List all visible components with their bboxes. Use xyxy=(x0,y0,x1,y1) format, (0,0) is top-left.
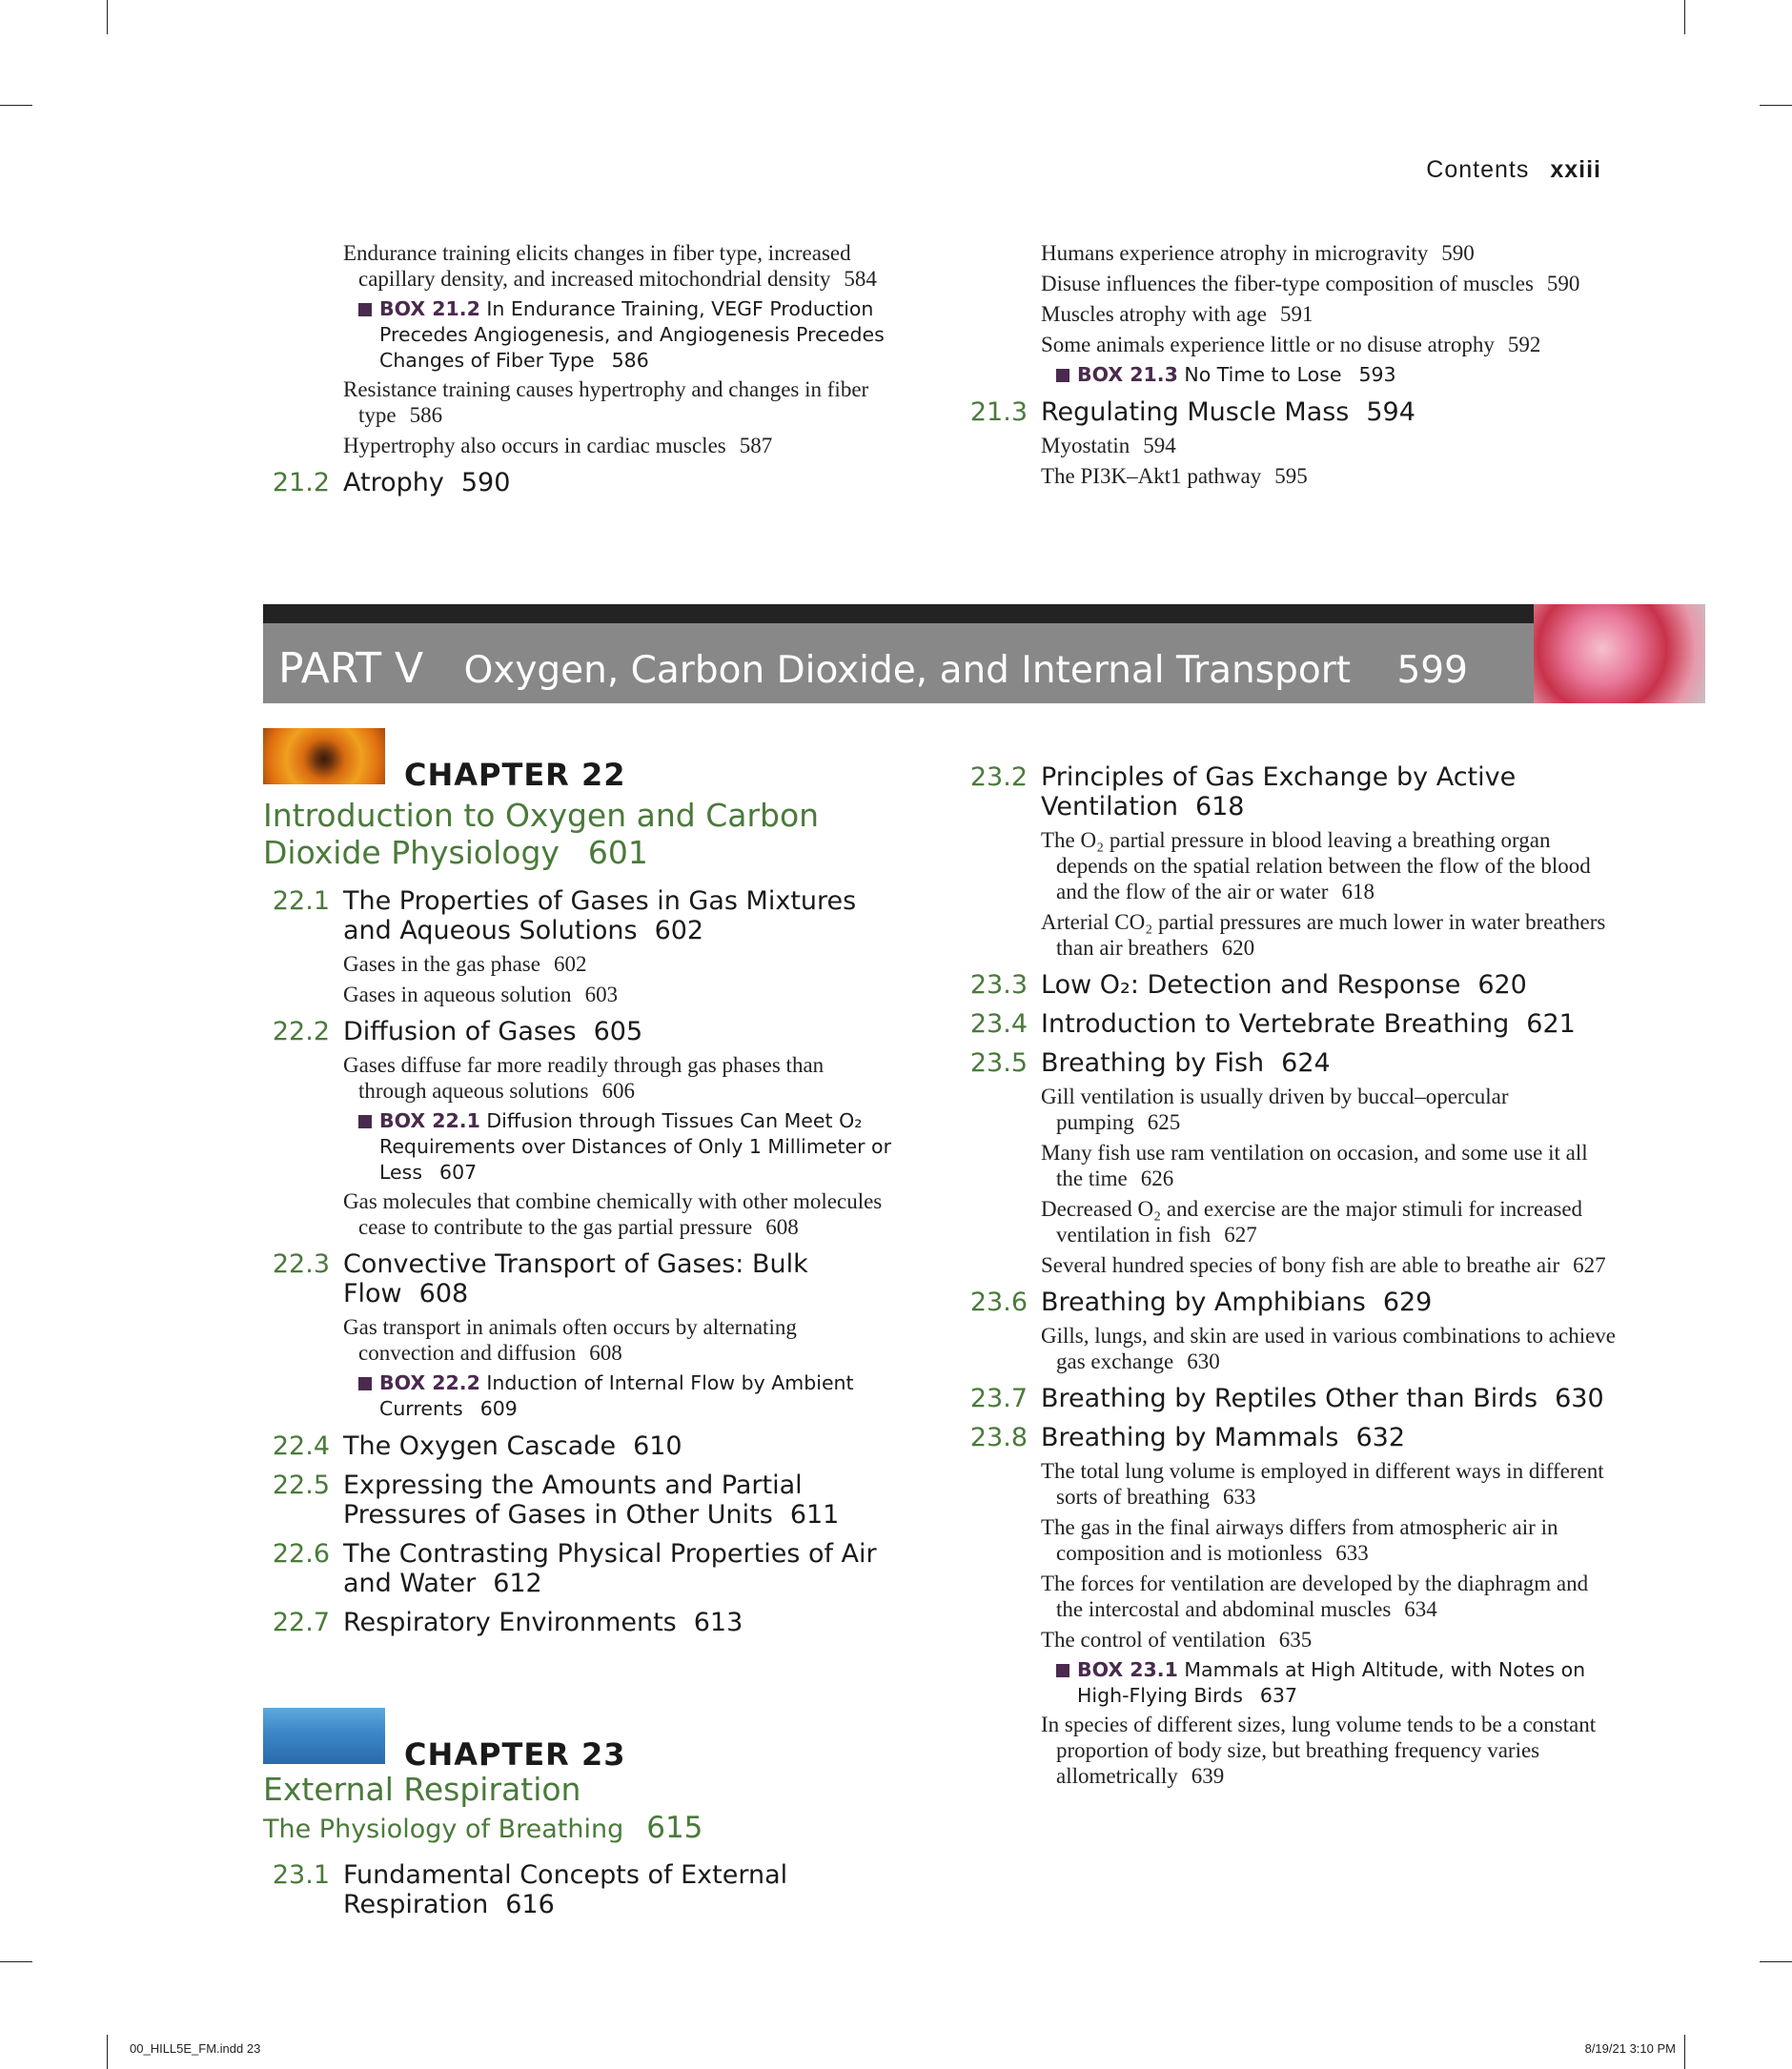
toc-subentry xyxy=(961,1458,1619,1510)
entry-page-number: 634 xyxy=(1404,1597,1437,1621)
entry-page-number: 630 xyxy=(1187,1349,1220,1373)
entry-text: The PI3K–Akt1 pathway xyxy=(1041,464,1262,488)
toc-subentry xyxy=(263,433,892,458)
entry-text: Diffusion of Gases xyxy=(343,1017,577,1046)
entry-text: Gases diffuse far more readily through gas phases than through aqueous solutions xyxy=(343,1053,825,1103)
section-number: 22.2 xyxy=(272,1017,330,1046)
entry-page-number: 637 xyxy=(1259,1684,1298,1707)
chapter-23-left-entries xyxy=(263,1851,892,1925)
toc-subentry xyxy=(263,240,892,292)
box-label: BOX 22.2 xyxy=(379,1371,480,1394)
entry-page-number: 624 xyxy=(1281,1048,1331,1078)
entry-page-number: 618 xyxy=(1194,792,1245,822)
entry-text: Arterial CO₂ partial pressures are much lower in water breathers than air breathers xyxy=(1041,910,1606,960)
entry-page-number: 633 xyxy=(1222,1485,1256,1509)
entry-text: The Contrasting Physical Properties of Air and Water xyxy=(343,1539,877,1598)
toc-subentry xyxy=(961,332,1609,357)
entry-text: The total lung volume is employed in different ways in different sorts of breathing xyxy=(1041,1459,1604,1509)
section-number: 21.2 xyxy=(272,468,330,497)
entry-page-number: 639 xyxy=(1191,1764,1225,1788)
entry-page-number: 592 xyxy=(1507,333,1541,356)
toc-box-entry xyxy=(263,296,892,374)
toc-top-right-column xyxy=(961,238,1609,494)
part-banner-photo xyxy=(1534,604,1705,703)
entry-text: Fundamental Concepts of External Respiration xyxy=(343,1860,788,1919)
entry-text: Resistance training causes hypertrophy and changes in fiber type xyxy=(343,377,869,427)
entry-text: The control of ventilation xyxy=(1041,1628,1266,1652)
toc-subentry xyxy=(263,982,892,1007)
toc-subentry xyxy=(961,1196,1619,1247)
entry-text: Breathing by Reptiles Other than Birds xyxy=(1041,1384,1538,1413)
entry-page-number: 590 xyxy=(1546,272,1580,295)
section-number: 22.7 xyxy=(272,1608,330,1637)
toc-subentry xyxy=(961,271,1609,296)
entry-text: Humans experience atrophy in microgravity xyxy=(1041,241,1429,265)
chapter-23-label: CHAPTER 23 xyxy=(404,1736,626,1773)
entry-text: In species of different sizes, lung volume tends to be a constant proportion of body size, but breathing frequency varies allometrically xyxy=(1041,1713,1597,1788)
entry-page-number: 586 xyxy=(409,403,443,427)
section-number: 21.3 xyxy=(969,397,1028,427)
toc-section-entry xyxy=(961,1288,1619,1317)
entry-text: Muscles atrophy with age xyxy=(1041,302,1267,326)
toc-section-entry xyxy=(263,886,892,945)
box-square-icon xyxy=(358,303,372,316)
toc-subentry xyxy=(263,1188,892,1240)
section-number: 23.8 xyxy=(969,1423,1028,1452)
chapter-22-page: 601 xyxy=(587,834,648,871)
toc-section-entry xyxy=(263,1608,892,1637)
entry-page-number: 635 xyxy=(1278,1628,1313,1652)
toc-section-entry xyxy=(263,1471,892,1530)
entry-page-number: 616 xyxy=(505,1890,555,1919)
entry-text: Breathing by Fish xyxy=(1041,1048,1265,1078)
entry-text: Decreased O₂ and exercise are the major stimuli for increased ventilation in fish xyxy=(1041,1197,1583,1247)
entry-text: Low O₂: Detection and Response xyxy=(1041,970,1461,1000)
toc-subentry xyxy=(961,1514,1619,1566)
toc-subentry xyxy=(961,909,1619,961)
box-label: BOX 21.2 xyxy=(379,297,480,320)
entry-text: Expressing the Amounts and Partial Pressures of Gases in Other Units xyxy=(343,1471,803,1530)
entry-text: In Endurance Training, VEGF Production Precedes Angiogenesis, and Angiogenesis Precedes Changes of Fiber Type xyxy=(379,297,885,372)
running-header xyxy=(1426,156,1601,184)
chapter-23-subtitle xyxy=(263,1811,703,1845)
entry-text: Principles of Gas Exchange by Active Ventilation xyxy=(1041,762,1517,822)
entry-page-number: 620 xyxy=(1477,970,1527,1000)
entry-page-number: 625 xyxy=(1147,1110,1181,1134)
entry-page-number: 602 xyxy=(553,952,587,976)
section-number: 23.6 xyxy=(969,1288,1028,1317)
section-number: 22.3 xyxy=(272,1249,330,1279)
entry-page-number: 633 xyxy=(1335,1541,1369,1565)
entry-page-number: 608 xyxy=(765,1215,799,1239)
toc-subentry xyxy=(263,376,892,428)
toc-subentry xyxy=(961,1140,1619,1191)
entry-text: Breathing by Mammals xyxy=(1041,1423,1339,1452)
toc-subentry xyxy=(961,827,1619,904)
part-banner-stripe xyxy=(263,604,1534,623)
entry-page-number: 605 xyxy=(593,1017,643,1046)
box-square-icon xyxy=(358,1377,372,1390)
toc-section-entry xyxy=(961,762,1619,822)
toc-section-entry xyxy=(961,970,1619,1000)
entry-text: Introduction to Vertebrate Breathing xyxy=(1041,1009,1510,1039)
entry-text: Regulating Muscle Mass xyxy=(1041,397,1350,427)
entry-text: Breathing by Amphibians xyxy=(1041,1288,1366,1317)
section-number: 23.1 xyxy=(272,1860,330,1890)
chapter-23-title: External Respiration xyxy=(263,1771,581,1808)
entry-page-number: 590 xyxy=(460,468,511,497)
entry-page-number: 587 xyxy=(739,434,773,457)
entry-page-number: 608 xyxy=(589,1341,622,1365)
section-number: 22.1 xyxy=(272,886,330,916)
footer-timestamp: 8/19/21 3:10 PM xyxy=(1584,2041,1676,2056)
entry-page-number: 611 xyxy=(789,1500,840,1530)
toc-subentry xyxy=(263,1052,892,1104)
chapter-22-entries xyxy=(263,877,892,1643)
toc-box-entry xyxy=(961,1657,1619,1709)
entry-text: Some animals experience little or no disuse atrophy xyxy=(1041,333,1495,356)
section-number: 23.5 xyxy=(969,1048,1028,1078)
box-label: BOX 22.1 xyxy=(379,1109,480,1132)
crop-mark xyxy=(0,1961,32,1962)
section-number: 23.7 xyxy=(969,1384,1028,1413)
toc-subentry xyxy=(961,433,1609,458)
crop-mark xyxy=(1760,105,1792,106)
entry-page-number: 630 xyxy=(1555,1384,1604,1413)
part-label: PART V xyxy=(278,644,424,693)
entry-page-number: 603 xyxy=(584,983,619,1006)
part-banner xyxy=(263,604,1534,703)
toc-subentry xyxy=(961,301,1609,327)
toc-subentry xyxy=(263,951,892,977)
entry-page-number: 612 xyxy=(493,1569,542,1598)
entry-page-number: 629 xyxy=(1382,1288,1433,1317)
crop-mark xyxy=(1684,2035,1685,2069)
entry-page-number: 609 xyxy=(479,1397,518,1420)
toc-subentry xyxy=(961,1627,1619,1653)
entry-page-number: 591 xyxy=(1279,302,1313,326)
entry-page-number: 602 xyxy=(654,916,704,945)
toc-top-left-column xyxy=(263,238,892,503)
entry-page-number: 621 xyxy=(1526,1009,1576,1039)
toc-section-entry xyxy=(961,1384,1619,1413)
entry-text: Atrophy xyxy=(343,468,444,497)
crop-mark xyxy=(107,2035,108,2069)
toc-section-entry xyxy=(263,1860,892,1919)
entry-page-number: 607 xyxy=(439,1161,478,1184)
chapter-22-title-text: Introduction to Oxygen and Carbon Dioxide Physiology xyxy=(263,797,820,871)
entry-text: Gills, lungs, and skin are used in various combinations to achieve gas exchange xyxy=(1041,1324,1616,1373)
entry-text: Induction of Internal Flow by Ambient Currents xyxy=(379,1371,854,1420)
toc-subentry xyxy=(961,1252,1619,1278)
crop-mark xyxy=(1760,1961,1792,1962)
entry-text: Gas transport in animals often occurs by alternating convection and diffusion xyxy=(343,1315,797,1365)
toc-section-entry xyxy=(263,1539,892,1598)
footer-file: 00_HILL5E_FM.indd 23 xyxy=(130,2041,261,2056)
entry-text: Gases in the gas phase xyxy=(343,952,540,976)
toc-subentry xyxy=(961,1712,1619,1789)
box-square-icon xyxy=(1056,1664,1069,1677)
entry-text: Gases in aqueous solution xyxy=(343,983,572,1006)
toc-subentry xyxy=(961,240,1609,266)
toc-subentry xyxy=(263,1314,892,1366)
toc-section-entry xyxy=(263,1249,892,1308)
section-number: 23.3 xyxy=(969,970,1028,1000)
toc-box-entry xyxy=(263,1108,892,1186)
entry-text: The Oxygen Cascade xyxy=(343,1431,617,1461)
header-label: Contents xyxy=(1426,156,1530,183)
chapter-23-right-entries xyxy=(961,753,1619,1794)
entry-page-number: 595 xyxy=(1274,464,1308,488)
toc-box-entry xyxy=(961,362,1609,388)
entry-text: Respiratory Environments xyxy=(343,1608,677,1637)
header-page-number: xxiii xyxy=(1550,156,1601,183)
part-page: 599 xyxy=(1396,649,1468,692)
chapter-23-subtitle-text: The Physiology of Breathing xyxy=(263,1815,624,1844)
entry-page-number: 627 xyxy=(1573,1253,1606,1277)
toc-section-entry xyxy=(961,397,1609,427)
entry-text: The O₂ partial pressure in blood leaving a breathing organ depends on the spatial relation between the flow of the blood and the flow of the air or water xyxy=(1041,828,1591,903)
toc-section-entry xyxy=(961,1009,1619,1039)
toc-section-entry xyxy=(961,1423,1619,1452)
entry-page-number: 586 xyxy=(611,349,649,372)
entry-text: Mammals at High Altitude, with Notes on High-Flying Birds xyxy=(1077,1658,1586,1707)
entry-text: Gas molecules that combine chemically with other molecules cease to contribute to the gas partial pressure xyxy=(343,1189,883,1239)
section-number: 23.2 xyxy=(969,762,1028,792)
entry-text: No Time to Lose xyxy=(1184,363,1342,386)
part-title: Oxygen, Carbon Dioxide, and Internal Transport xyxy=(463,649,1352,692)
entry-page-number: 584 xyxy=(844,267,877,291)
entry-page-number: 610 xyxy=(633,1431,682,1461)
toc-section-entry xyxy=(961,1048,1619,1078)
entry-text: Several hundred species of bony fish are able to breathe air xyxy=(1041,1253,1560,1277)
section-number: 22.5 xyxy=(272,1471,330,1500)
chapter-23-thumbnail xyxy=(263,1708,385,1764)
entry-text: Diffusion through Tissues Can Meet O₂ Requirements over Distances of Only 1 Millimeter or Less xyxy=(379,1109,892,1184)
entry-page-number: 613 xyxy=(693,1608,743,1637)
chapter-22-title xyxy=(263,797,873,871)
entry-text: Gill ventilation is usually driven by buccal–opercular pumping xyxy=(1041,1085,1509,1134)
toc-subentry xyxy=(961,1571,1619,1622)
box-label: BOX 21.3 xyxy=(1077,363,1178,386)
entry-page-number: 618 xyxy=(1341,880,1375,903)
toc-subentry xyxy=(961,1323,1619,1374)
toc-subentry xyxy=(961,463,1609,489)
entry-page-number: 594 xyxy=(1366,397,1415,427)
entry-text: Many fish use ram ventilation on occasion, and some use it all the time xyxy=(1041,1141,1588,1190)
box-label: BOX 23.1 xyxy=(1077,1658,1178,1681)
crop-mark xyxy=(0,105,32,106)
toc-section-entry xyxy=(263,468,892,497)
entry-text: Hypertrophy also occurs in cardiac muscles xyxy=(343,434,726,457)
entry-text: The Properties of Gases in Gas Mixtures and Aqueous Solutions xyxy=(343,886,857,945)
crop-mark xyxy=(1684,0,1685,34)
section-number: 22.6 xyxy=(272,1539,330,1569)
entry-page-number: 593 xyxy=(1358,363,1396,386)
chapter-23-page: 615 xyxy=(646,1811,703,1845)
crop-mark xyxy=(107,0,108,34)
entry-text: Convective Transport of Gases: Bulk Flow xyxy=(343,1249,808,1308)
toc-subentry xyxy=(961,1084,1619,1135)
entry-page-number: 606 xyxy=(601,1079,635,1103)
entry-page-number: 620 xyxy=(1221,936,1255,960)
entry-page-number: 626 xyxy=(1140,1166,1174,1190)
toc-box-entry xyxy=(263,1370,892,1422)
box-square-icon xyxy=(358,1115,372,1128)
section-number: 22.4 xyxy=(272,1431,330,1461)
entry-page-number: 590 xyxy=(1441,241,1475,265)
entry-text: Disuse influences the fiber-type composition of muscles xyxy=(1041,272,1534,295)
entry-page-number: 608 xyxy=(418,1279,469,1308)
entry-page-number: 632 xyxy=(1355,1423,1406,1452)
box-square-icon xyxy=(1056,369,1069,382)
toc-section-entry xyxy=(263,1431,892,1461)
chapter-22-thumbnail xyxy=(263,728,385,784)
section-number: 23.4 xyxy=(969,1009,1028,1039)
entry-text: Myostatin xyxy=(1041,434,1130,457)
entry-page-number: 627 xyxy=(1224,1223,1257,1247)
entry-text: Endurance training elicits changes in fiber type, increased capillary density, and increased mitochondrial density xyxy=(343,241,851,291)
toc-section-entry xyxy=(263,1017,892,1046)
entry-page-number: 594 xyxy=(1143,434,1176,457)
entry-text: The gas in the final airways differs from atmospheric air in composition and is motionless xyxy=(1041,1515,1558,1565)
entry-text: The forces for ventilation are developed by the diaphragm and the intercostal and abdominal muscles xyxy=(1041,1572,1589,1621)
chapter-22-label: CHAPTER 22 xyxy=(404,757,626,793)
